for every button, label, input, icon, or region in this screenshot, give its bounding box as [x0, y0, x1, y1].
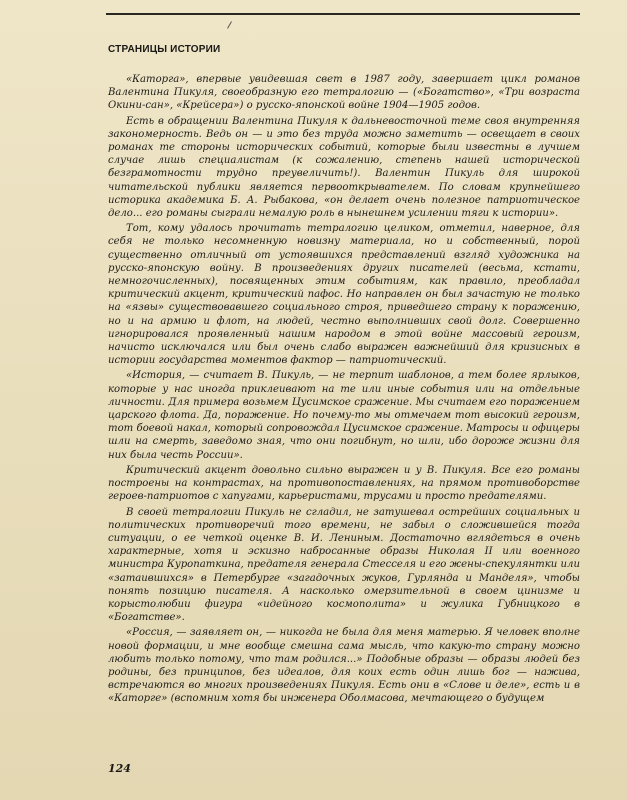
pencil-mark [227, 21, 232, 28]
top-rule [106, 13, 580, 15]
paragraph-5: Критический акцент довольно сильно выражен и у В. Пикуля. Все его романы построены на контрастах, на противопоставлениях, на прямом противоборстве героев-патриотов с хапугами, карьеристами, трусами и просто предателями. [108, 464, 580, 503]
article-body [108, 73, 580, 708]
paragraph-1: «Каторга», впервые увидевшая свет в 1987 году, завершает цикл романов Валентина Пикуля, своеобразную его тетралогию — («Богатство», «Три возраста Окини-сан», «Крейсера») о русско-японской войне 1904—1905 годов. [108, 74, 580, 112]
paragraph-4: «История, — считает В. Пикуль, — не терпит шаблонов, а тем более ярлыков, которые у нас иногда приклеивают на те или иные события или на отдельные личности. Для примера возьмем Цусимское сражение. Мы считаем его поражением царского флота. Да, поражение. Но почему-то мы отмечаем тот высокий героизм, тот боевой накал, который сопровождал Цусимское сражение. Матросы и офицеры шли на смерть, заведомо зная, что они погибнут, но шли, ибо дороже жизни для них была честь России». [108, 370, 580, 461]
paragraph-6: В своей тетралогии Пикуль не сгладил, не затушевал острейших социальных и политических противоречий того времени, не забыл о сложившейся тогда ситуации, о ее четкой оценке В. И. Лениным. Достаточно вглядеться в очень характерные, хотя и эскизно набросанные образы Николая II или военного министра Куропаткина, предателя генерала Стесселя и его жены-спекулянтки или «затаившихся» в Петербурге «загадочных жуков, Гурлянда и Манделя», чтобы понять позицию писателя. А насколько омерзительной в своем цинизме и корыстолюбии фигура «идейного космополита» и жулика Губницкого в «Богатстве». [108, 506, 580, 624]
section-title: СТРАНИЦЫ ИСТОРИИ [108, 44, 221, 55]
paragraph-2: Есть в обращении Валентина Пикуля к дальневосточной теме своя внутренняя закономерность. Ведь он — и это без труда можно заметить — освещает в своих романах те стороны исторических событий, которые были известны в лучшем случае лишь специалистам (к сожалению, степень нашей исторической безграмотности трудно преувеличить!). Валентин Пикуль для широкой читательской публики является первооткрывателем. По словам крупнейшего историка академика Б. А. Рыбакова, «он делает очень полезное патриотическое дело... его романы сыграли немалую роль в нынешнем усилении тяги к истории». [108, 115, 580, 220]
paragraph-3: Тот, кому удалось прочитать тетралогию целиком, отметил, наверное, для себя не только несомненную новизну материала, но и собственный, порой существенно отличный от устоявшихся представлений взгляд художника на русско-японскую войну. В произведениях других писателей (весьма, кстати, немногочисленных), посвященных этим событиям, как правило, преобладал критический акцент, критический пафос. Но направлен он был зачастую не только на «язвы» существовавшего социального строя, приведшего страну к поражению, но и на армию и флот, на людей, честно выполнивших свой долг. Совершенно игнорировался проявленный нашим народом в этой войне массовый героизм, начисто исключался или был очень слабо выражен важнейший для кризисных в истории государства моментов фактор — патриотический. [108, 223, 580, 367]
page-number: 124 [108, 762, 131, 775]
paragraph-7: «Россия, — заявляет он, — никогда не была для меня матерью. Я человек вполне новой формации, и мне вообще смешна сама мысль, что какую-то страну можно любить только потому, что там родился...» Подобные образы — образы людей без родины, без принципов, без идеалов, для коих есть один лишь бог — нажива, встречаются во многих произведениях Пикуля. Есть они в «Слове и деле», есть и в «Каторге» (вспомним хотя бы инженера Оболмасова, мечтающего о будущем [108, 627, 580, 705]
